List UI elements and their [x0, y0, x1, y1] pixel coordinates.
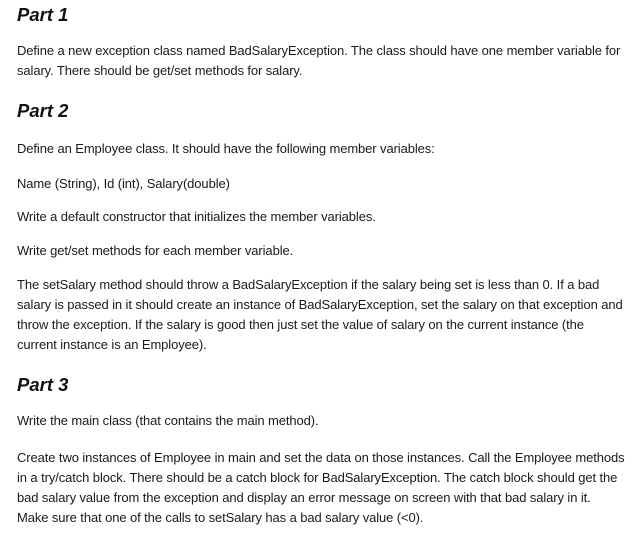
- paragraph: Create two instances of Employee in main and set the data on those instances. Call the Employee methods in a try/catch block. There should be a catch block for BadSalaryException. The catch block should get the bad salary value from the exception and display an error message on screen with that bad salary in it. Make sure that one of the calls to setSalary has a bad salary value (<0).: [17, 450, 625, 525]
- paragraph: Name (String), Id (int), Salary(double): [17, 176, 230, 191]
- paragraph: Define a new exception class named BadSalaryException. The class should have one member variable for salary. There should be get/set methods for salary.: [17, 43, 621, 78]
- paragraph: The setSalary method should throw a BadSalaryException if the salary being set is less than 0. If a bad salary is passed in it should create an instance of BadSalaryException, set the salary on that exception and throw the exception. If the salary is good then just set the value of salary on the current instance (the current instance is an Employee).: [17, 277, 623, 352]
- paragraph: Define an Employee class. It should have the following member variables:: [17, 141, 435, 156]
- section-heading-part-2: Part 2: [17, 100, 69, 121]
- paragraph: Write a default constructor that initializes the member variables.: [17, 209, 376, 224]
- paragraph: Write get/set methods for each member variable.: [17, 243, 294, 258]
- section-heading-part-3: Part 3: [17, 374, 69, 395]
- paragraph: Write the main class (that contains the main method).: [17, 413, 319, 428]
- section-heading-part-1: Part 1: [17, 4, 69, 25]
